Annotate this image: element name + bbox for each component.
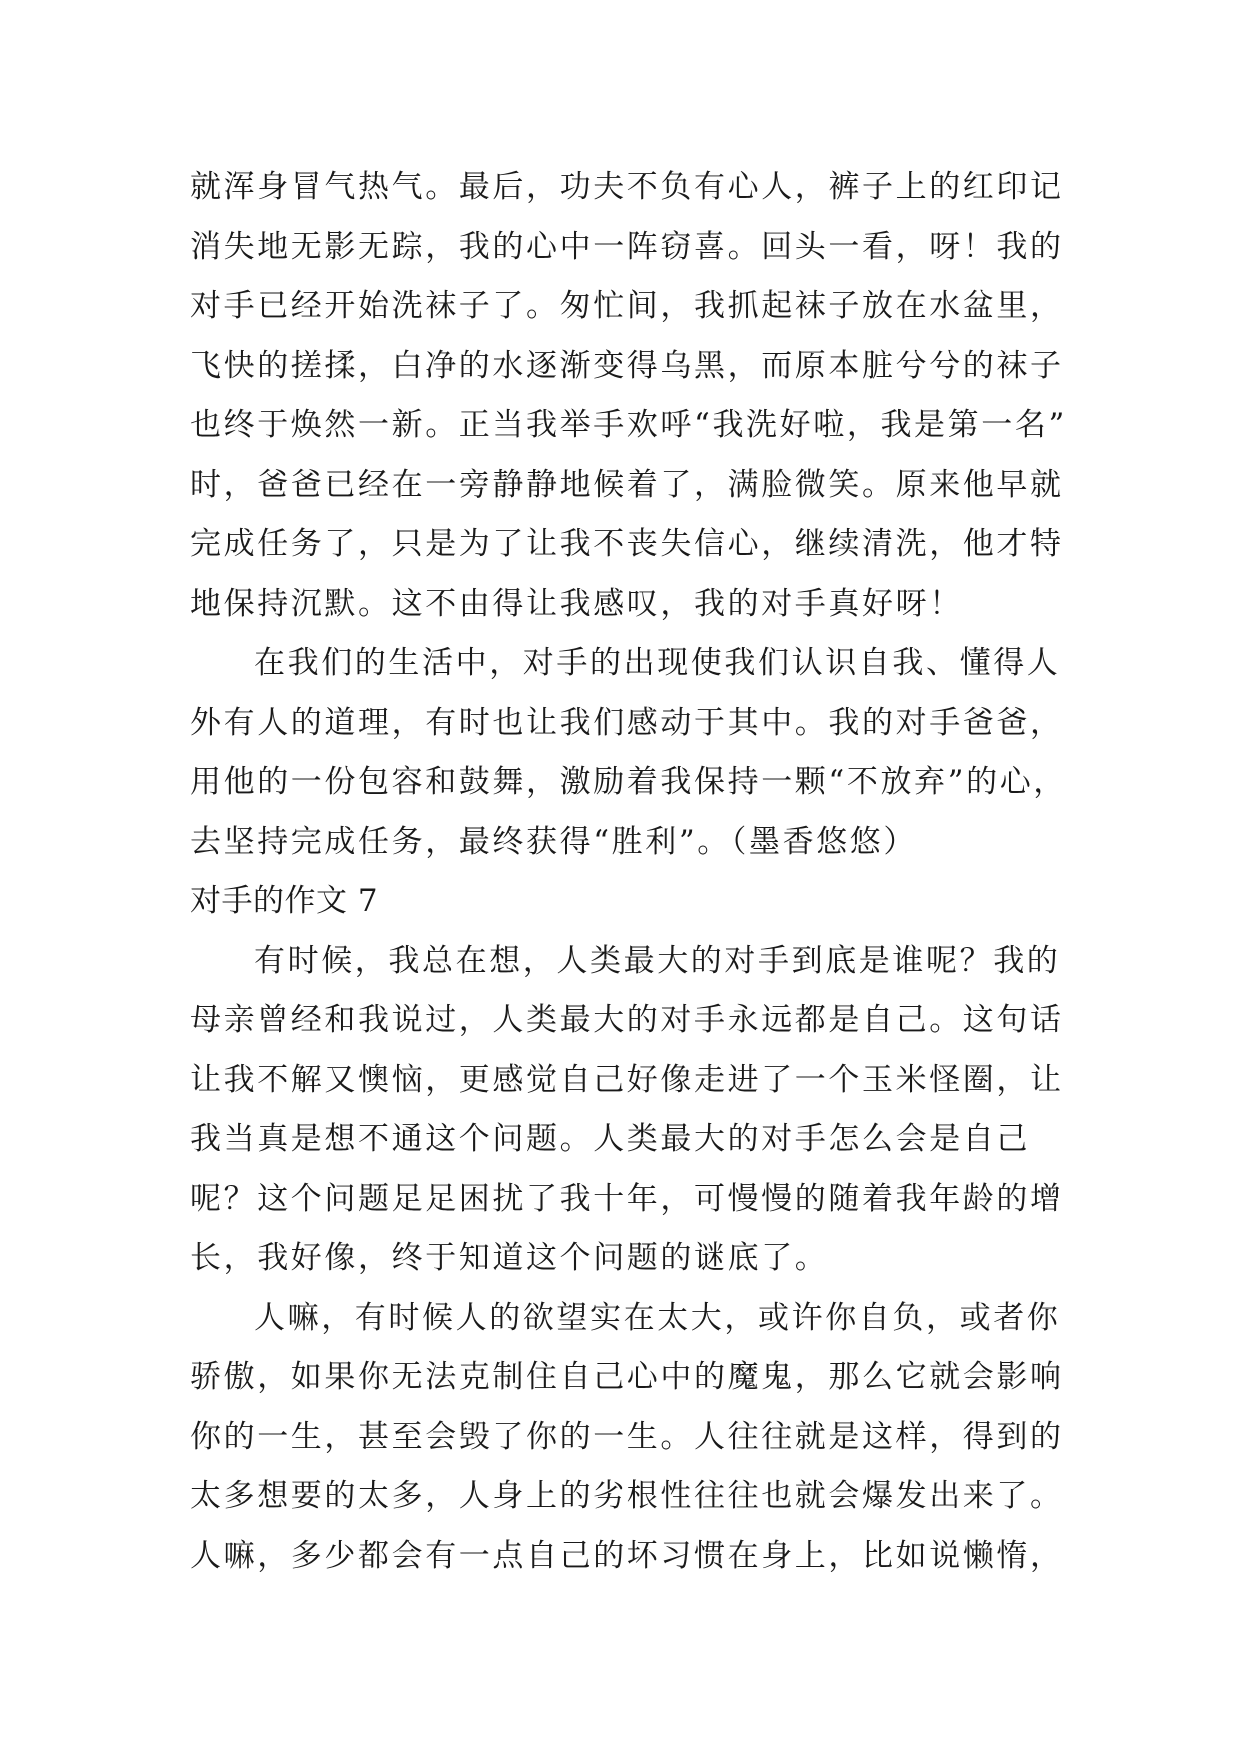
text-line: 完成任务了，只是为了让我不丧失信心，继续清洗，他才特 [190, 526, 1064, 562]
text-line: 外有人的道理，有时也让我们感动于其中。我的对手爸爸， [190, 704, 1064, 741]
text-line: 长，我好像，终于知道这个问题的谜底了。 [190, 1240, 829, 1276]
text-line: 让我不解又懊恼，更感觉自己好像走进了一个玉米怪圈，让 [190, 1061, 1064, 1098]
text-line: 骄傲，如果你无法克制住自己心中的魔鬼，那么它就会影响 [190, 1359, 1064, 1395]
text-line: 用他的一份包容和鼓舞，激励着我保持一颗“不放弃”的心， [190, 764, 1067, 800]
text-line: 消失地无影无踪，我的心中一阵窃喜。回头一看，呀！我的 [190, 228, 1064, 265]
text-line: 人嘛，多少都会有一点自己的坏习惯在身上，比如说懒惰， [190, 1537, 1064, 1574]
document-body [190, 158, 1070, 1586]
paragraph-start-line: 有时候，我总在想，人类最大的对手到底是谁呢？我的 [254, 942, 1061, 979]
text-line: 我当真是想不通这个问题。人类最大的对手怎么会是自己 [190, 1121, 1030, 1157]
text-line: 你的一生，甚至会毁了你的一生。人往往就是这样，得到的 [190, 1418, 1064, 1455]
paragraph-start-line: 在我们的生活中，对手的出现使我们认识自我、懂得人 [254, 645, 1061, 681]
text-line: 飞快的搓揉，白净的水逐渐变得乌黑，而原本脏兮兮的袜子 [190, 347, 1064, 384]
text-line: 太多想要的太多，人身上的劣根性往往也就会爆发出来了。 [190, 1478, 1064, 1514]
paragraph-start-line: 人嘛，有时候人的欲望实在太大，或许你自负，或者你 [254, 1299, 1061, 1336]
text-line: 时，爸爸已经在一旁静静地候着了，满脸微笑。原来他早就 [190, 466, 1064, 503]
text-line: 对手已经开始洗袜子了。匆忙间，我抓起袜子放在水盆里， [190, 288, 1064, 324]
text-line: 也终于焕然一新。正当我举手欢呼“我洗好啦，我是第一名” [190, 407, 1067, 443]
text-line: 母亲曾经和我说过，人类最大的对手永远都是自己。这句话 [190, 1002, 1064, 1038]
text-line: 去坚持完成任务，最终获得“胜利”。（墨香悠悠） [190, 823, 917, 860]
text-line: 地保持沉默。这不由得让我感叹，我的对手真好呀！ [190, 585, 963, 622]
section-heading: 对手的作文 7 [190, 883, 379, 919]
text-line: 呢？这个问题足足困扰了我十年，可慢慢的随着我年龄的增 [190, 1180, 1064, 1217]
text-line: 就浑身冒气热气。最后，功夫不负有心人，裤子上的红印记 [190, 169, 1064, 205]
